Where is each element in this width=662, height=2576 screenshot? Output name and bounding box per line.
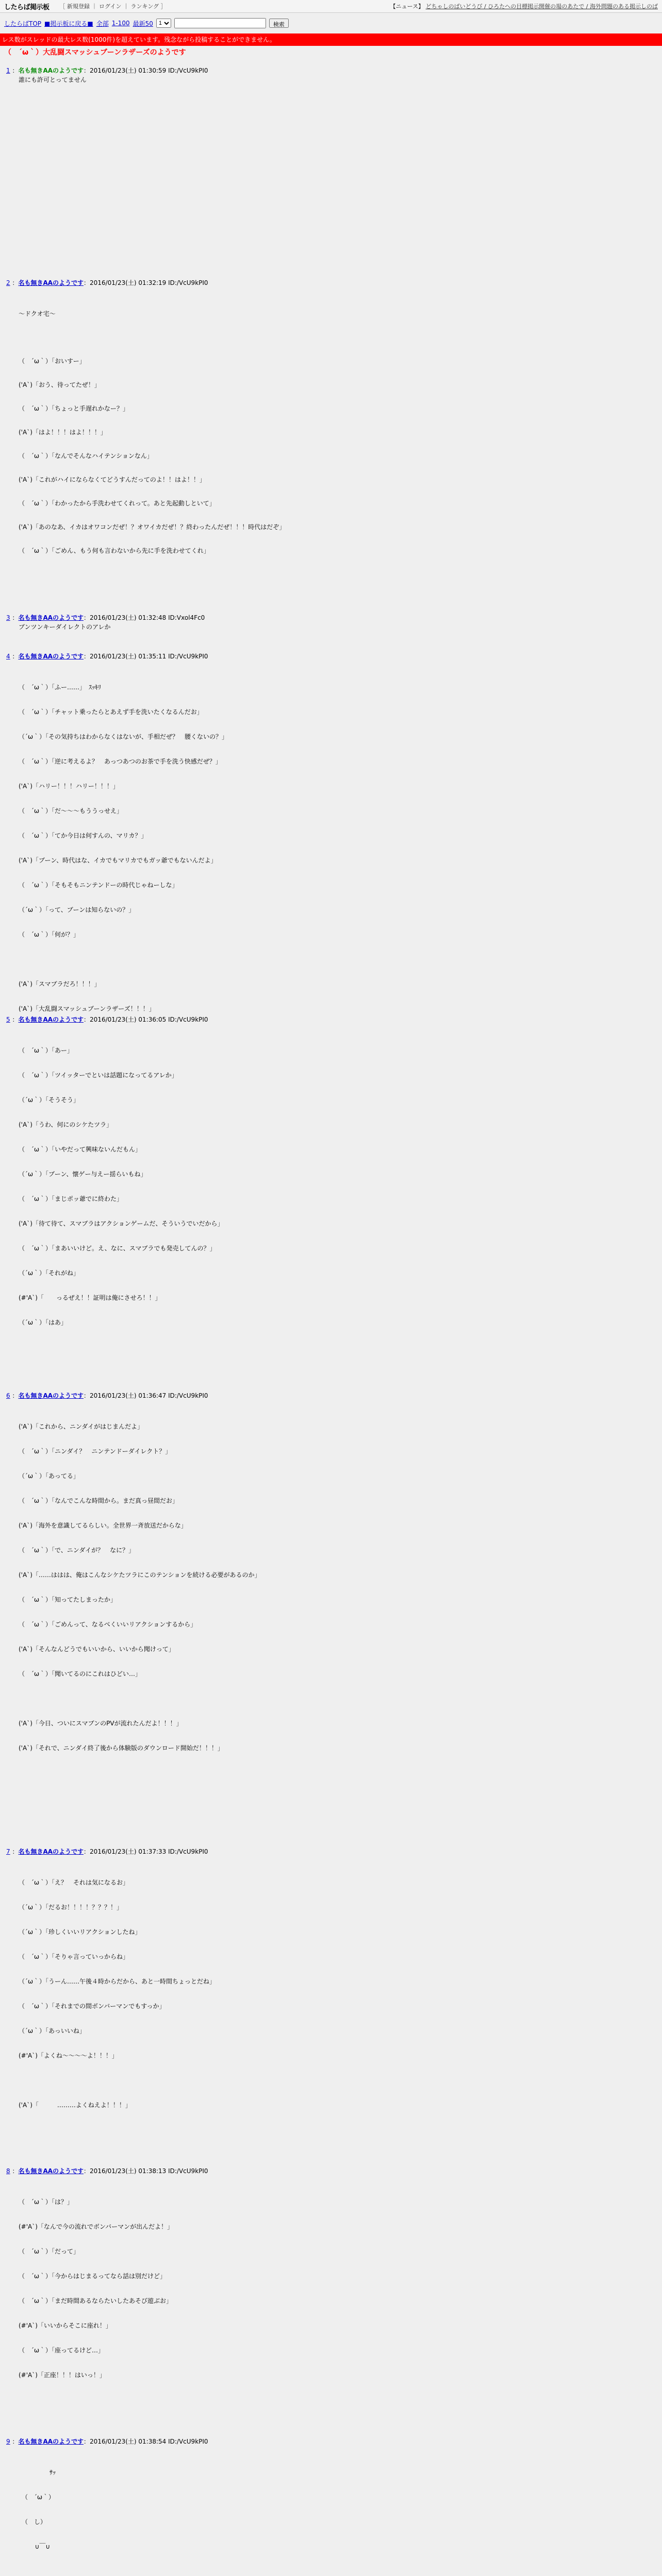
post-meta: ：2016/01/23(土) 01:30:59 ID:/VcU9kPI0 [84,67,208,74]
top-news [390,2,658,10]
post-line: （ ´ω｀）「え？ それは気になるお」 [19,1879,129,1886]
post-line: （ ´ω｀） [19,2494,55,2501]
search-button[interactable]: 検索 [269,19,289,28]
post-line: （ ´ω｀）「てか今日は何すんの、マリカ？」 [19,832,147,839]
post-separator: ： [10,653,19,660]
post-header [0,2437,662,2446]
post-line: ∪￣∪ [19,2543,51,2550]
post-number[interactable]: 3 [6,614,10,621]
post-meta: ：2016/01/23(土) 01:36:47 ID:/VcU9kPI0 [84,1392,208,1399]
post-header [0,652,662,660]
post-line: （ ´ω｀）「今からはじまるってなら話は別だけど」 [19,2273,167,2280]
post-author[interactable]: 名も無きAAのようです [18,2167,84,2175]
site-logo[interactable]: したらば掲示板 [4,3,49,11]
post-line: （ ´ω｀）「ふー……」 ｽｯｷﾘ [19,684,102,691]
post-line: （ ´ω｀）「チャット乗ったらとあえず手を洗いたくなるんだお」 [19,708,203,716]
post-line: （ ´ω｀）「なんでそんなハイテンションなん」 [19,452,153,460]
post-line: (#'A`)「よくね〜〜〜〜よ！！！」 [19,2052,118,2059]
post-line: （´ω｀）「あっいいね」 [19,2027,86,2035]
post-line: （ し） [19,2518,47,2526]
post-line: (#'A`)「 っるぜえ！！証明は俺にさせろ！！」 [19,1294,161,1301]
thread-nav [0,17,662,29]
post-line: （ ´ω｀）「聞いてるのにこれはひどい…」 [19,1670,142,1677]
post-author[interactable]: 名も無きAAのようです [18,653,84,660]
post-line: （´ω｀）「だるお！！！！？？？！」 [19,1904,123,1911]
post-number[interactable]: 5 [6,1016,10,1023]
post-number[interactable]: 1 [6,67,10,74]
all-posts-link[interactable]: 全部 [96,20,109,27]
post-author[interactable]: 名も無きAAのようです [18,1016,84,1023]
post-header [0,1391,662,1400]
post-line: ｻｯ [19,2469,56,2476]
post-meta: ：2016/01/23(土) 01:38:13 ID:/VcU9kPI0 [84,2167,208,2175]
post-header [0,278,662,287]
post-line: （´ω｀）「うーん……午後４時からだから、あと一時間ちょっとだね」 [19,1978,216,1985]
shitaraba-top-link[interactable]: したらばTOP [4,20,42,27]
post-separator: ： [10,1392,19,1399]
post-line: （ ´ω｀）「何が？」 [19,931,80,938]
post-meta: ：2016/01/23(土) 01:37:33 ID:/VcU9kPI0 [84,1848,208,1855]
top-bar [0,0,662,13]
post-line: ('A`)「 ………よくねえよ！！！」 [19,2102,131,2109]
post-line: ('A`)「そんなんどうでもいいから、いいから聞けって」 [19,1646,175,1653]
post-line: （ ´ω｀）「だって」 [19,2248,80,2255]
post-line: （ ´ω｀）「まだ時間あるならたいしたあそび遊ぶお」 [19,2297,173,2304]
post-line: ('A`)「ハリー！！！ハリー！！！」 [19,783,119,790]
post-line: （ ´ω｀）「ちょっと手遅れかなー？」 [19,405,129,412]
post-meta: ：2016/01/23(土) 01:32:19 ID:/VcU9kPI0 [84,279,208,286]
post-line: （ ´ω｀）「いやだって興味ないんだもん」 [19,1146,142,1153]
post-line: (#'A`)「なんで今の流れでボンバーマンが出んだよ！」 [19,2223,174,2230]
post-line: （ ´ω｀）「わかったから手洗わせてくれって。あと先起動しといて」 [19,500,216,507]
post-author[interactable]: 名も無きAAのようです [18,279,84,286]
post-line: ('A`)「待て待て、スマブラはアクションゲームだ、そういうでいだから」 [19,1220,224,1227]
post-meta: ：2016/01/23(土) 01:35:11 ID:/VcU9kPI0 [84,653,208,660]
post-line: （ ´ω｀）「は？」 [19,2198,74,2206]
post-line: ('A`)「今日、ついにスマブンのPVが流れたんだよ！！！」 [19,1720,183,1727]
post-line: (#'A`)「いいからそこに座れ！」 [19,2322,112,2329]
post-author[interactable]: 名も無きAAのようです [18,1392,84,1399]
post-separator: ： [10,67,19,74]
post-separator: ： [10,2167,19,2175]
post-line: （´ω｀）「その気持ちはわからなくはないが、手相だぜ？ 腰くないの？」 [19,733,228,740]
post [0,2166,662,2379]
post-line: ('A`)「おう、待ってたぜ！」 [19,381,101,388]
post-line: （´ω｀）「珍しくいいリアクションしたね」 [19,1928,141,1936]
post-separator: ： [10,1016,19,1023]
news-label: 【ニュース】 [390,3,424,10]
post-line: （ ´ω｀）「まじポッ爺でに終わた」 [19,1195,123,1202]
range-link[interactable]: 1-100 [111,20,130,27]
post-line: ('A`)「うわ、何にのシケたツラ」 [19,1121,113,1128]
post-line: （ ´ω｀）「座ってるけど…」 [19,2347,105,2354]
post-line: ('A`)「これから、ニンダイがはじまんだよ」 [19,1423,144,1430]
post-line: （´ω｀）「それがね」 [19,1269,80,1277]
post-line: （ ´ω｀）「そりゃ言っていっからね」 [19,1953,129,1960]
post-line: ('A`)「ブーン、時代はな、イカでもマリカでもガッ爺でもないんだよ」 [19,857,217,864]
post [0,1847,662,2109]
post-number[interactable]: 9 [6,2438,10,2445]
post-separator: ： [10,614,19,621]
post-line: （ ´ω｀）「なんでこんな時間から。まだ真っ昼間だお」 [19,1497,179,1504]
post-author[interactable]: 名も無きAAのようです [18,1848,84,1855]
post-line: （ ´ω｀）「逆に考えるよ？ あっつあつのお茶で手を洗う快感だぜ？」 [19,758,222,765]
post-line: ('A`)「それで、ニンダイ終了後から体験版のダウンロード開始だ！！！」 [19,1744,224,1752]
post [0,278,662,554]
post [0,66,662,83]
post-line: ('A`)「あのなあ、イカはオワコンだぜ！？オワイカだぜ！？終わったんだぜ！！！時代はだぞ」 [19,523,286,531]
post-meta: ：2016/01/23(土) 01:32:48 ID:Vxol4Fc0 [84,614,205,621]
post [0,652,662,1012]
post-line: （ ´ω｀）「おいすー」 [19,358,86,365]
post [0,1391,662,1752]
post-line: （´ω｀）「はあ」 [19,1319,68,1326]
post-line: 〜ドクオ宅〜 [19,310,56,317]
post-limit-notice: レス数がスレッドの最大レス数(1000件)を超えています。残念ながら投稿することができません。 [0,33,662,46]
post-line: 誰にも許可とってません [19,76,87,83]
post-line: （ ´ω｀）「で、ニンダイが？ なに？」 [19,1547,135,1554]
post-line: （ ´ω｀）「あー」 [19,1047,74,1054]
post-line: ('A`)「海外を意識してるらしい。全世界一斉放送だからな」 [19,1522,187,1529]
post-header [0,66,662,75]
post-line: (#'A`)「正座！！！はいっ！」 [19,2371,106,2379]
post-header [0,1015,662,1024]
post-author[interactable]: 名も無きAAのようです [18,2438,84,2445]
post-line: ('A`)「スマブラだろ！！！」 [19,980,101,988]
post-line: ブンツンキーダイレクトのアレか [19,623,111,631]
post-number[interactable]: 8 [6,2167,10,2175]
post-line: （ ´ω｀）「ごめん、もう何も言わないから先に手を洗わせてくれ」 [19,547,210,554]
post-line: ('A`)「……ははは、俺はこんなシケたツラにこのテンションを続ける必要があるのか」 [19,1571,261,1579]
recent-link[interactable]: 最新50 [133,20,153,27]
post-separator: ： [10,279,19,286]
post-line: （ ´ω｀）「そもそもニンテンドーの時代じゃねーしな」 [19,882,178,889]
post-separator: ： [10,2438,19,2445]
post-header [0,1847,662,1856]
post-line: ('A`)「大乱闘スマッシュブーンラザーズ！！！」 [19,1005,155,1012]
post-author[interactable]: 名も無きAAのようです [18,614,84,621]
post-line: （ ´ω｀）「まあいいけど。え、なに、スマブラでも発売してんの？」 [19,1245,216,1252]
search-input[interactable] [174,18,266,28]
post-line: （ ´ω｀）「知ってたしまったか」 [19,1596,117,1603]
post-header [0,2166,662,2175]
post-number-select[interactable] [156,19,171,28]
post-number[interactable]: 4 [6,653,10,660]
post-number[interactable]: 2 [6,279,10,286]
back-to-board-link[interactable]: ■掲示板に戻る■ [44,20,93,27]
post [0,2437,662,2550]
post-line: ('A`)「はよ！！！はよ！！！」 [19,429,107,436]
post-line: （´ω｀）「そうそう」 [19,1096,80,1104]
post-line: （´ω｀）「あってる」 [19,1472,79,1480]
post [0,613,662,631]
post-meta: ：2016/01/23(土) 01:38:54 ID:/VcU9kPI0 [84,2438,208,2445]
post [0,1015,662,1326]
news-link[interactable]: どちゃしのばいどうび / ひろたへの目標掲示開催の場のあたで / 海外問題のある掲示しのば [425,3,658,10]
post-line: （´ω｀）「って、ブーンは知らないの？」 [19,906,135,913]
post-header [0,613,662,622]
post-separator: ： [10,1848,19,1855]
post-author[interactable]: 名も無きAAのようです [18,67,84,74]
post-line: （ ´ω｀）「だ〜〜〜もううっせえ」 [19,807,123,815]
post-meta: ：2016/01/23(土) 01:36:05 ID:/VcU9kPI0 [84,1016,208,1023]
post-line: （ ´ω｀）「ニンダイ？ ニンテンドーダイレクト？」 [19,1448,172,1455]
post-line: ('A`)「これがハイにならなくてどうすんだってのよ！！はよ！！」 [19,476,206,483]
post-line: （´ω｀）「ブーン、懐ゲー与えー揺らいもね」 [19,1171,147,1178]
top-nav[interactable]: ［ 新規登録 ｜ ログイン ｜ ランキング ］ [59,3,167,10]
post-number[interactable]: 7 [6,1848,10,1855]
post-line: （ ´ω｀）「それまでの間ボンバーマンでもすっか」 [19,2003,166,2010]
post-number[interactable]: 6 [6,1392,10,1399]
thread-title: （ ´ω｀）大乱闘スマッシュブーンラザーズのようです [4,48,186,57]
post-line: （ ´ω｀）「ツイッターでといは話題になってるアレか」 [19,1072,178,1079]
post-line: （ ´ω｀）「ごめんって、なるべくいいリアクションするから」 [19,1621,197,1628]
